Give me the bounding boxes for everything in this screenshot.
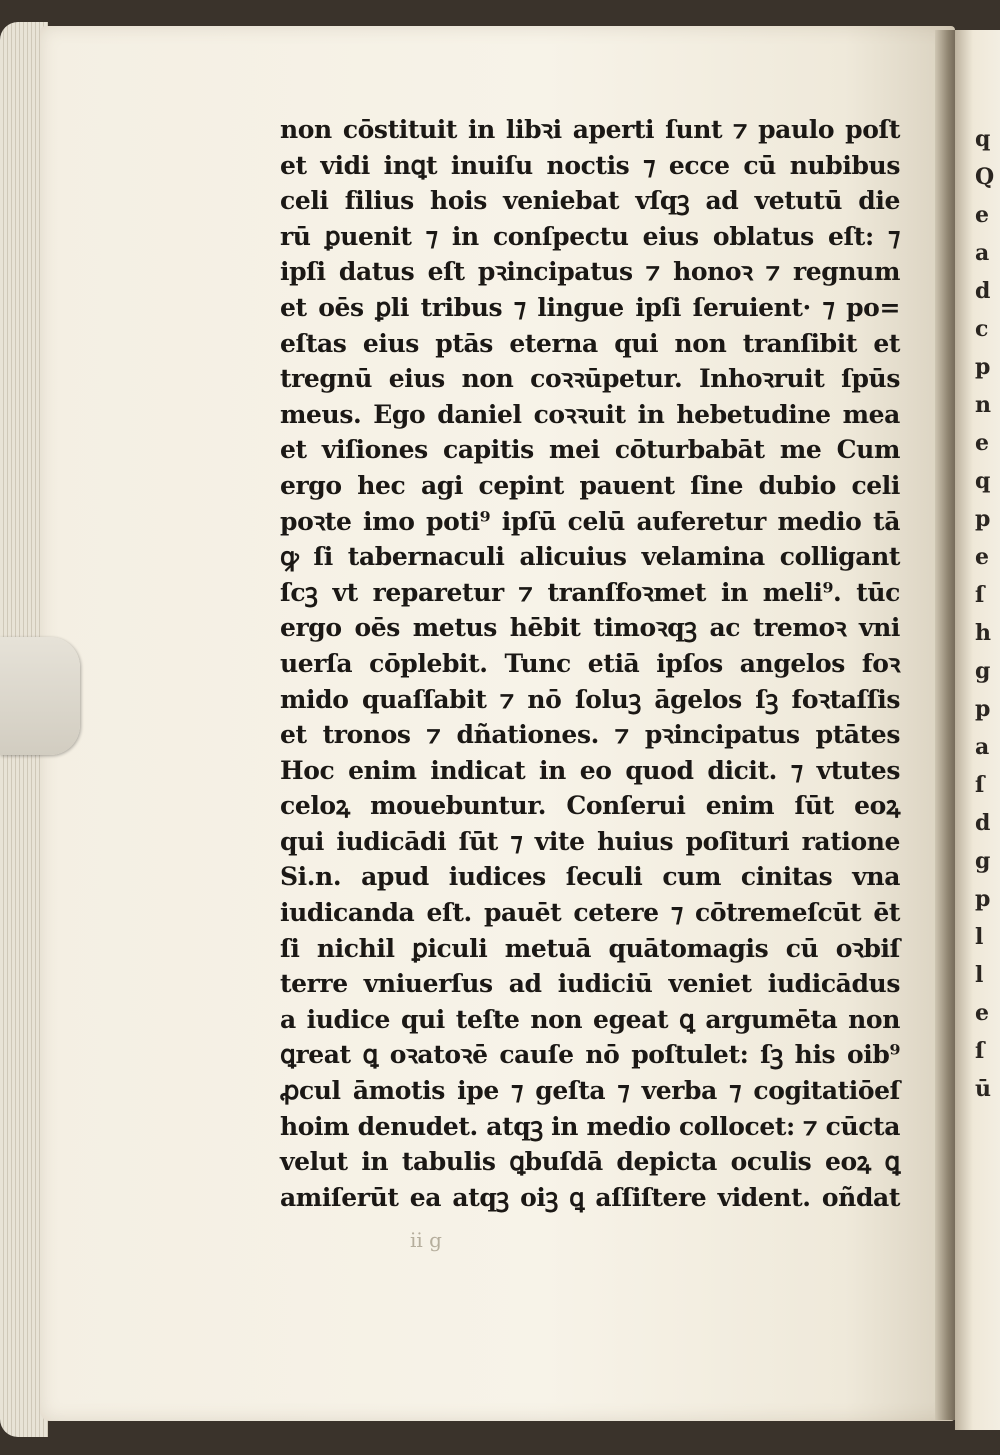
text-line: Si.n. apud iudices ſeculi cum cinitas vna — [280, 862, 900, 892]
text-line: ſcꝫ vt reparetur ⁊ tranſfoꝛmet in meli⁹. tūc — [280, 577, 900, 607]
text-line: ꝙ ſi tabernaculi alicuius velamina colligant — [280, 542, 900, 572]
text-line: et vidi inꝗt inuiſu noctis ⁊ ecce cū nubibus — [280, 150, 900, 180]
text-line: poꝛte imo poti⁹ ipſū celū auferetur medio tā — [280, 506, 900, 536]
text-line: ergo oēs metus hēbit timoꝛqꝫ ac tremoꝛ vni — [280, 613, 900, 643]
text-line: ꝓcul āmotis ipe ⁊ geſta ⁊ verba ⁊ cogitatiōeſ — [280, 1076, 900, 1106]
text-line: qui iudicādi ſūt ⁊ vite huius poſituri ratione — [280, 826, 900, 856]
text-line: mido quaſſabit ⁊ nō ſoluꝫ āgelos ſꝫ foꝛtaſſis — [280, 684, 900, 714]
facing-fragment: ū — [975, 1076, 991, 1102]
text-line: tregnū eius non coꝛꝛūpetur. Inhoꝛruit ſpūs — [280, 364, 900, 394]
facing-fragment: d — [975, 278, 991, 304]
text-line: et viſiones capitis mei cōturbabāt me Cum — [280, 435, 900, 465]
text-line: velut in tabulis ꝗbuſdā depicta oculis eoꝝ ꝗ — [280, 1147, 900, 1177]
facing-fragment: g — [975, 658, 991, 684]
text-line: et oēs ꝑli tribus ⁊ lingue ipſi ſeruient· ⁊ po= — [280, 292, 900, 322]
facing-fragment: ſ — [975, 1038, 985, 1064]
facing-fragment: p — [975, 696, 991, 722]
facing-fragment: a — [975, 240, 990, 266]
facing-fragment: e — [975, 430, 989, 456]
facing-fragment: h — [975, 620, 991, 646]
text-line: eſtas eius ptās eterna qui non tranſibit et — [280, 328, 900, 358]
text-line: ergo hec agi cepint pauent ſine dubio celi — [280, 470, 900, 500]
page-text-block — [280, 112, 900, 1215]
text-line: meus. Ego daniel coꝛꝛuit in hebetudine mea — [280, 399, 900, 429]
facing-fragment: e — [975, 544, 989, 570]
facing-fragment: p — [975, 886, 991, 912]
text-line: Hoc enim indicat in eo quod dicit. ⁊ vtutes — [280, 755, 900, 785]
text-line: a iudice qui teſte non egeat ꝗ argumēta non — [280, 1004, 900, 1034]
facing-fragment: q — [975, 468, 991, 494]
facing-fragment: q — [975, 126, 991, 152]
facing-page-text — [975, 120, 1000, 1108]
facing-fragment: ſ — [975, 772, 985, 798]
facing-fragment: p — [975, 354, 991, 380]
text-line: celoꝝ mouebuntur. Conſerui enim ſūt eoꝝ — [280, 791, 900, 821]
facing-fragment: c — [975, 316, 989, 342]
text-line: rū ꝑuenit ⁊ in conſpectu eius oblatus eſt: ⁊ — [280, 221, 900, 251]
text-line: ꝗreat ꝗ oꝛatoꝛē cauſe nō poſtulet: ſꝫ his oib⁹ — [280, 1040, 900, 1070]
book-gutter — [935, 30, 957, 1420]
text-line: hoim denudet. atqꝫ in medio collocet: ⁊ cūcta — [280, 1111, 900, 1141]
text-line: non cōstituit in libꝛi aperti ſunt ⁊ paulo poſt — [280, 115, 900, 144]
text-line: ipſi datus eſt pꝛincipatus ⁊ honoꝛ ⁊ regnum — [280, 257, 900, 287]
facing-fragment: p — [975, 506, 991, 532]
text-line: ſi nichil ꝑiculi metuā quātomagis cū oꝛbiſ — [280, 933, 900, 963]
facing-fragment: a — [975, 734, 990, 760]
facing-fragment: g — [975, 848, 991, 874]
bookmark-tab — [0, 637, 80, 755]
facing-fragment: Q — [975, 164, 995, 190]
text-line: terre vniuerſus ad iudiciū veniet iudicādus — [280, 969, 900, 999]
text-line: iudicanda eſt. pauēt cetere ⁊ cōtremeſcūt ēt — [280, 898, 900, 928]
facing-fragment: n — [975, 392, 991, 418]
facing-fragment: l — [975, 962, 984, 988]
signature-mark: ii g — [410, 1228, 442, 1252]
text-line: uerſa cōplebit. Tunc etiā ipſos angelos foꝛ — [280, 648, 900, 678]
facing-fragment: e — [975, 202, 989, 228]
text-line: et tronos ⁊ dñationes. ⁊ pꝛincipatus ptātes — [280, 720, 900, 750]
text-line: celi filius hois veniebat vſqꝫ ad vetutū die — [280, 186, 900, 216]
text-line: amiſerūt ea atqꝫ oiꝫ ꝗ aſſiſtere vident. oñdat — [280, 1182, 900, 1212]
facing-fragment: d — [975, 810, 991, 836]
facing-fragment: l — [975, 924, 984, 950]
facing-fragment: ſ — [975, 582, 985, 608]
facing-fragment: e — [975, 1000, 989, 1026]
